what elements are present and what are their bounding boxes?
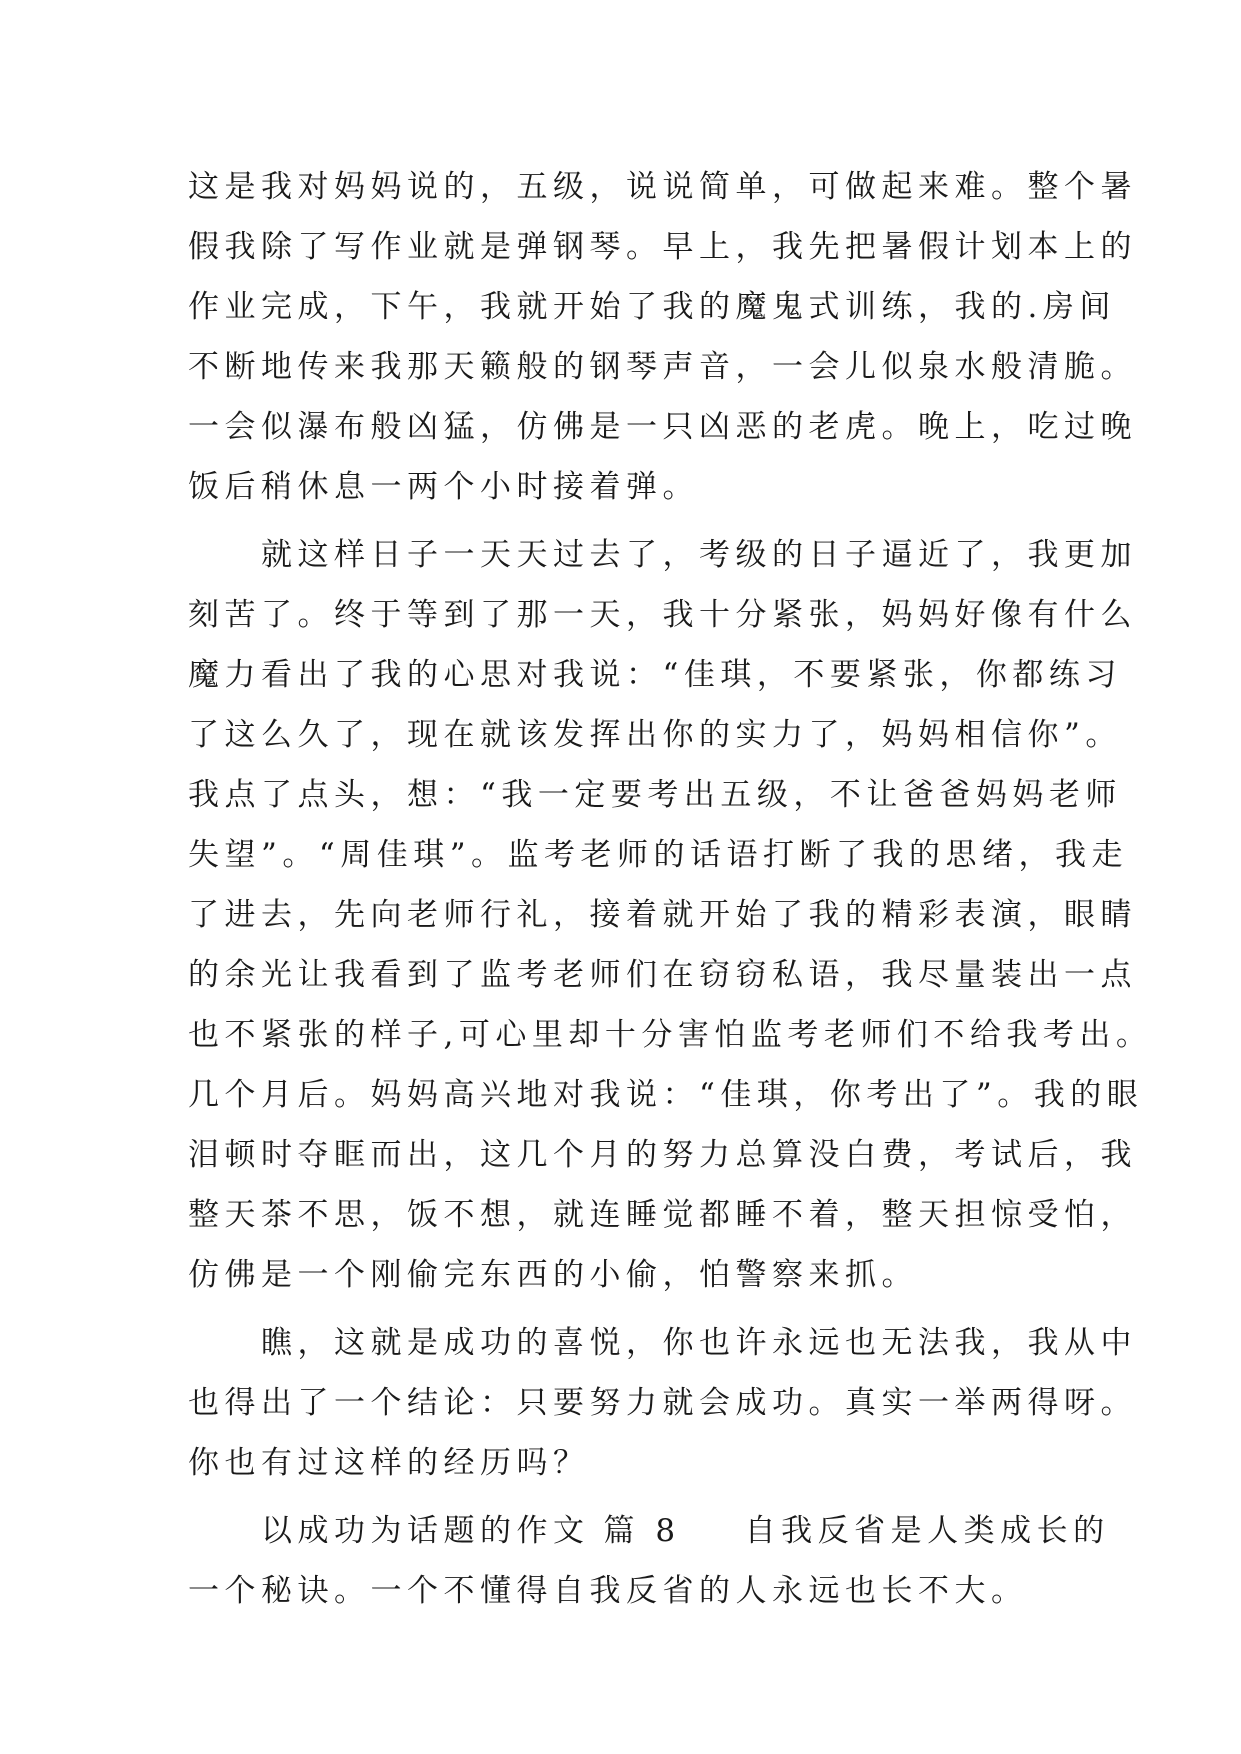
section-heading-line: [188, 1501, 1110, 1561]
text-line: 一会似瀑布般凶猛，仿佛是一只凶恶的老虎。晚上，吃过晚: [188, 409, 1137, 445]
paragraph-3: [188, 1313, 1137, 1493]
section-heading: [188, 1501, 1110, 1621]
text-line: 你也有过这样的经历吗？: [188, 1445, 590, 1481]
text-line: 饭后稍休息一两个小时接着弹。: [188, 469, 699, 505]
text-line: 也不紧张的样子,可心里却十分害怕监考老师们不给我考出。: [188, 1017, 1153, 1053]
document-page: [188, 157, 1153, 1621]
text-line: 失望”。“周佳琪”。监考老师的话语打断了我的思绪，我走: [188, 837, 1129, 873]
text-line: 假我除了写作业就是弹钢琴。早上，我先把暑假计划本上的: [188, 229, 1137, 265]
text-line: 泪顿时夺眶而出，这几个月的努力总算没白费，考试后，我: [188, 1137, 1137, 1173]
section-first-line-text: 自我反省是人类成长的: [744, 1513, 1110, 1549]
text-line: 刻苦了。终于等到了那一天，我十分紧张，妈妈好像有什么: [188, 597, 1137, 633]
text-line: 整天茶不思，饭不想，就连睡觉都睡不着，整天担惊受怕，: [188, 1197, 1137, 1233]
section-number: 篇 8: [603, 1513, 681, 1549]
paragraph-1: [188, 157, 1137, 517]
text-line: 魔力看出了我的心思对我说：“佳琪，不要紧张，你都练习: [188, 657, 1122, 693]
text-line: 几个月后。妈妈高兴地对我说：“佳琪，你考出了”。我的眼: [188, 1077, 1144, 1113]
text-line: 仿佛是一个刚偷完东西的小偷，怕警察来抓。: [188, 1257, 918, 1293]
text-line: 不断地传来我那天籁般的钢琴声音，一会儿似泉水般清脆。: [188, 349, 1137, 385]
section-title: 以成功为话题的作文: [188, 1513, 590, 1549]
text-line: 也得出了一个结论：只要努力就会成功。真实一举两得呀。: [188, 1385, 1137, 1421]
text-line: 这是我对妈妈说的，五级，说说简单，可做起来难。整个暑: [188, 169, 1137, 205]
text-line: 就这样日子一天天过去了，考级的日子逼近了，我更加: [188, 537, 1137, 573]
paragraph-2: [188, 525, 1153, 1305]
text-line: 一个秘诀。一个不懂得自我反省的人永远也长不大。: [188, 1573, 1028, 1609]
text-line: 了进去，先向老师行礼，接着就开始了我的精彩表演，眼睛: [188, 897, 1137, 933]
text-line: 了这么久了，现在就该发挥出你的实力了，妈妈相信你”。: [188, 717, 1122, 753]
text-line: 作业完成，下午，我就开始了我的魔鬼式训练，我的.房间: [188, 289, 1116, 325]
text-line: 我点了点头，想：“我一定要考出五级，不让爸爸妈妈老师: [188, 777, 1122, 813]
text-line: 瞧，这就是成功的喜悦，你也许永远也无法我，我从中: [188, 1325, 1137, 1361]
text-line: 的余光让我看到了监考老师们在窃窃私语，我尽量装出一点: [188, 957, 1137, 993]
